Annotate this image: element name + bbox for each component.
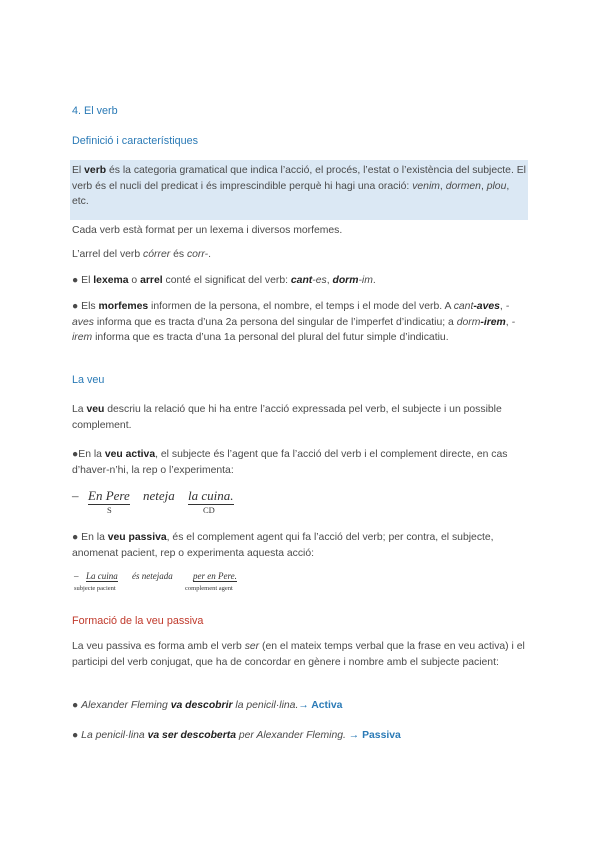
subtitle-passive-formation: Formació de la veu passiva xyxy=(72,615,204,627)
active-example-line: ● Alexander Fleming va descobrir la penicil·lina.→ Activa xyxy=(72,700,343,711)
subtitle-voice: La veu xyxy=(72,374,105,386)
label-cd: CD xyxy=(203,505,215,515)
active-voice-example xyxy=(72,488,292,520)
label-s: S xyxy=(107,505,112,515)
example-dash: – xyxy=(74,571,79,581)
example-agent: per en Pere. xyxy=(193,571,237,581)
voice-intro: La veu descriu la relació que hi ha entre l’acció expressada pel verb, el subjecte i un possible complement. xyxy=(72,404,502,431)
example-subject: La cuina xyxy=(86,571,118,581)
root-sentence: L’arrel del verb córrer és corr-. xyxy=(72,249,211,260)
example-subject: En Pere xyxy=(88,488,130,503)
section-title: 4. El verb xyxy=(72,105,118,117)
example-verb: és netejada xyxy=(132,571,173,581)
active-voice-bullet: ●En la veu activa, el subjecte és l’agent que fa l’acció del verb i el complement directe, en cas d’haver-n’hi, la rep o l’experimenta: xyxy=(72,449,508,476)
formation-paragraph: La veu passiva es forma amb el verb ser (en el mateix temps verbal que la frase en veu activa) i el participi del verb conjugat, que ha de concordar en gènere i nombre amb el subjecte pacient: xyxy=(72,641,525,668)
definition-paragraph: El verb és la categoria gramatical que indica l’acció, el procés, l’estat o l’existència del subjecte. El verb és el nucli del predicat i és imprescindible perquè hi hagi una oració: venim, dormen, plou, etc. xyxy=(72,165,526,207)
example-verb: neteja xyxy=(143,488,175,503)
label-subject-patient: subjecte pacient xyxy=(74,585,116,592)
passive-voice-bullet: ● En la veu passiva, és el complement agent qui fa l’acció del verb; per contra, el subjecte, anomenat pacient, rep o experimenta aquesta acció: xyxy=(72,532,494,559)
label-agent: complement agent xyxy=(185,585,233,592)
lexeme-bullet: ● El lexema o arrel conté el significat del verb: cant-es, dorm-im. xyxy=(72,275,376,286)
subtitle-definition: Definició i característiques xyxy=(72,135,199,147)
passive-example-line: ● La penicil·lina va ser descoberta per Alexander Fleming. → Passiva xyxy=(72,730,401,741)
passive-voice-example xyxy=(72,571,302,597)
example-object: la cuina. xyxy=(188,488,234,503)
example-dash: – xyxy=(72,488,79,503)
morphemes-bullet: ● Els morfemes informen de la persona, el nombre, el temps i el mode del verb. A cant-aves, -aves informa que es tracta d’una 2a persona del singular de l’imperfet d’indicatiu; a dorm-irem, -irem informa que es tracta d’una 1a personal del plural del futur simple d’indicatiu. xyxy=(72,301,516,343)
morph-intro: Cada verb està format per un lexema i diversos morfemes. xyxy=(72,225,343,236)
